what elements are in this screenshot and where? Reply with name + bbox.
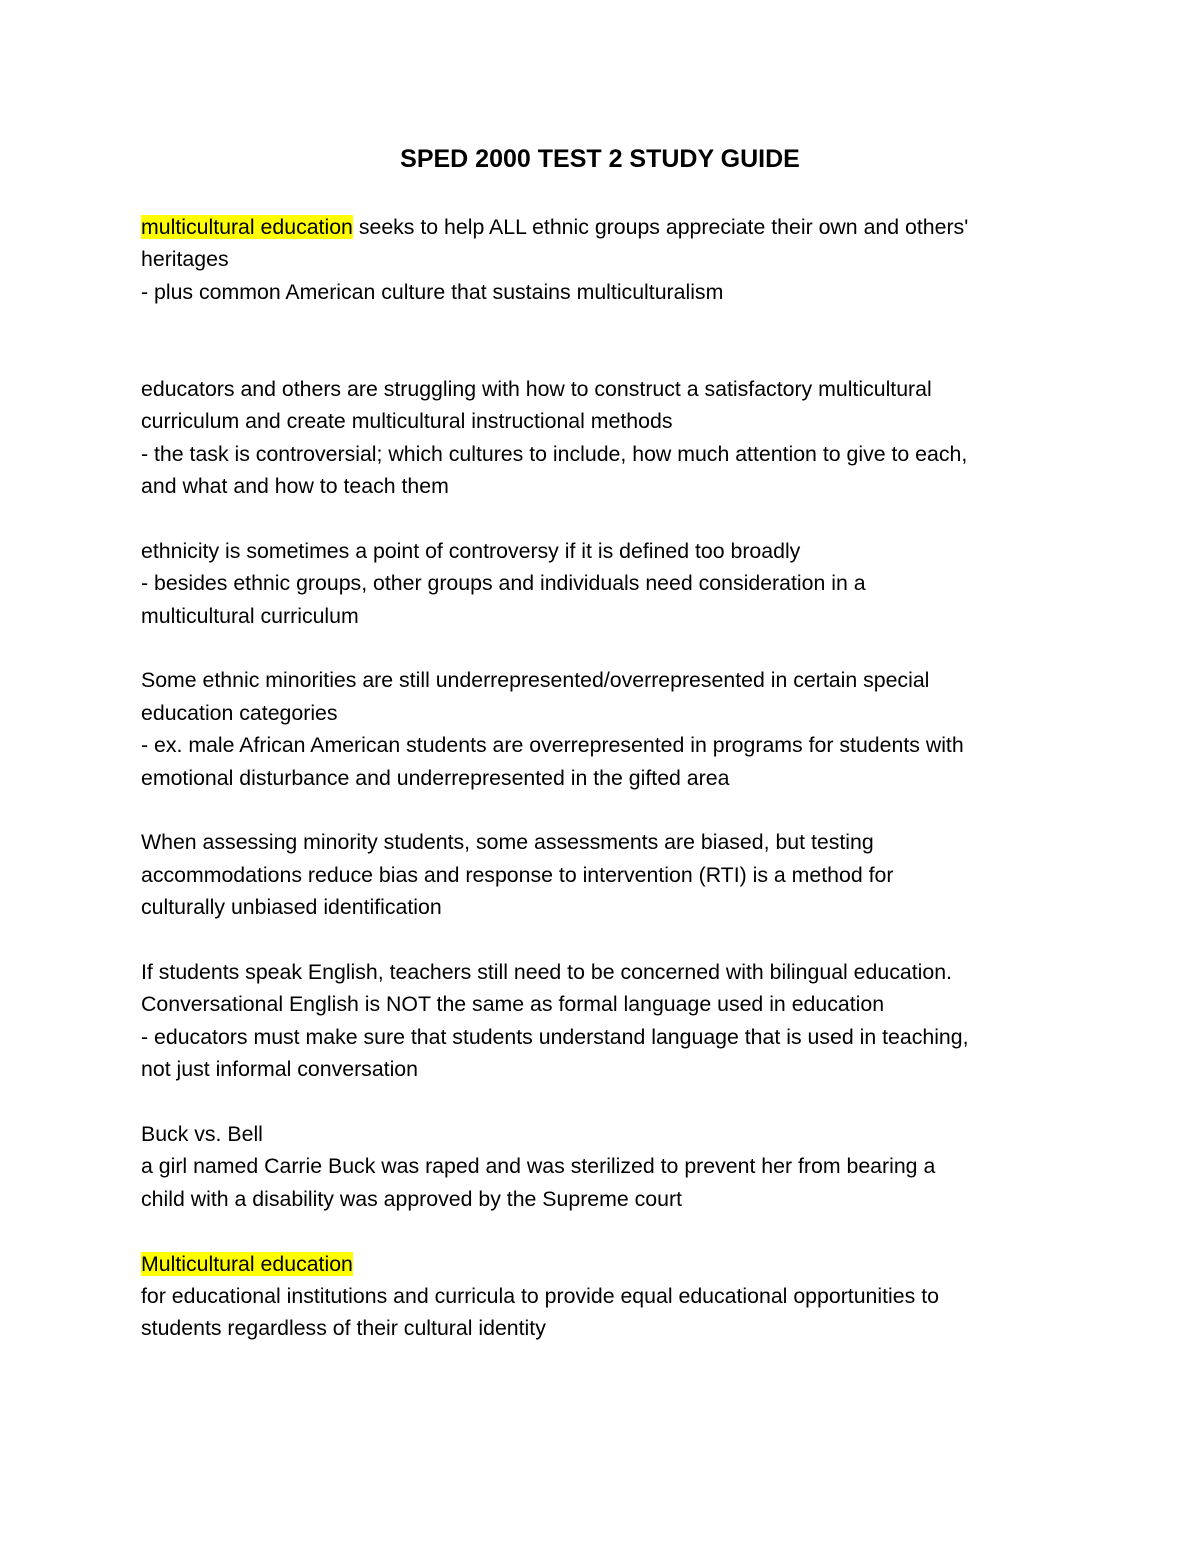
text-line: [141, 1248, 1081, 1280]
paragraph-ethnicity: [141, 535, 1081, 632]
text-line: child with a disability was approved by the Supreme court: [141, 1186, 682, 1211]
document-body: [141, 211, 1081, 1345]
paragraph-multicultural-definition: [141, 1248, 1081, 1345]
spacer: [141, 794, 1081, 826]
highlighted-term: Multicultural education: [141, 1251, 353, 1276]
text-line: - educators must make sure that students understand language that is used in teaching,: [141, 1024, 969, 1049]
text-line: accommodations reduce bias and response to intervention (RTI) is a method for: [141, 862, 894, 887]
spacer: [141, 1215, 1081, 1247]
paragraph-bilingual: [141, 956, 1081, 1086]
text-line: multicultural curriculum: [141, 603, 359, 628]
paragraph-buck-vs-bell: [141, 1118, 1081, 1215]
spacer: [141, 632, 1081, 664]
text-line: not just informal conversation: [141, 1057, 418, 1082]
text-line: ethnicity is sometimes a point of controversy if it is defined too broadly: [141, 538, 801, 563]
text-line: If students speak English, teachers still need to be concerned with bilingual education.: [141, 960, 952, 984]
text-line: - plus common American culture that sustains multiculturalism: [141, 279, 724, 304]
text-line: education categories: [141, 700, 338, 725]
paragraph-representation: [141, 664, 1081, 794]
spacer: [141, 503, 1081, 535]
text-line: - the task is controversial; which cultures to include, how much attention to give to each,: [141, 441, 968, 466]
text-line: a girl named Carrie Buck was raped and was sterilized to prevent her from bearing a: [141, 1154, 936, 1179]
text-line: culturally unbiased identification: [141, 895, 442, 920]
text-line: educators and others are struggling with how to construct a satisfactory multicultural: [141, 376, 932, 401]
text-line: heritages: [141, 247, 229, 272]
text-line: - besides ethnic groups, other groups and individuals need consideration in a: [141, 571, 866, 596]
spacer: [141, 924, 1081, 956]
text-line: [141, 211, 1081, 243]
text-line: Conversational English is NOT the same as formal language used in education: [141, 992, 885, 1017]
highlighted-term: multicultural education: [141, 215, 353, 239]
text-line: emotional disturbance and underrepresented in the gifted area: [141, 765, 730, 790]
paragraph-assessment: [141, 826, 1081, 923]
text-line: Buck vs. Bell: [141, 1121, 263, 1146]
text-line: - ex. male African American students are overrepresented in programs for students with: [141, 733, 964, 758]
text-line: students regardless of their cultural identity: [141, 1316, 546, 1341]
text-line: and what and how to teach them: [141, 474, 449, 499]
text-line: for educational institutions and curricula to provide equal educational opportunities to: [141, 1283, 939, 1308]
paragraph-curriculum: [141, 373, 1081, 503]
document-title: SPED 2000 TEST 2 STUDY GUIDE: [400, 145, 800, 173]
text-line: Some ethnic minorities are still underrepresented/overrepresented in certain special: [141, 668, 930, 693]
spacer: [141, 308, 1081, 373]
text-span: seeks to help ALL ethnic groups appreciate their own and others': [352, 215, 969, 239]
paragraph-multicultural-education: [141, 211, 1081, 308]
text-line: When assessing minority students, some assessments are biased, but testing: [141, 830, 874, 855]
spacer: [141, 1086, 1081, 1118]
text-line: curriculum and create multicultural instructional methods: [141, 409, 673, 434]
